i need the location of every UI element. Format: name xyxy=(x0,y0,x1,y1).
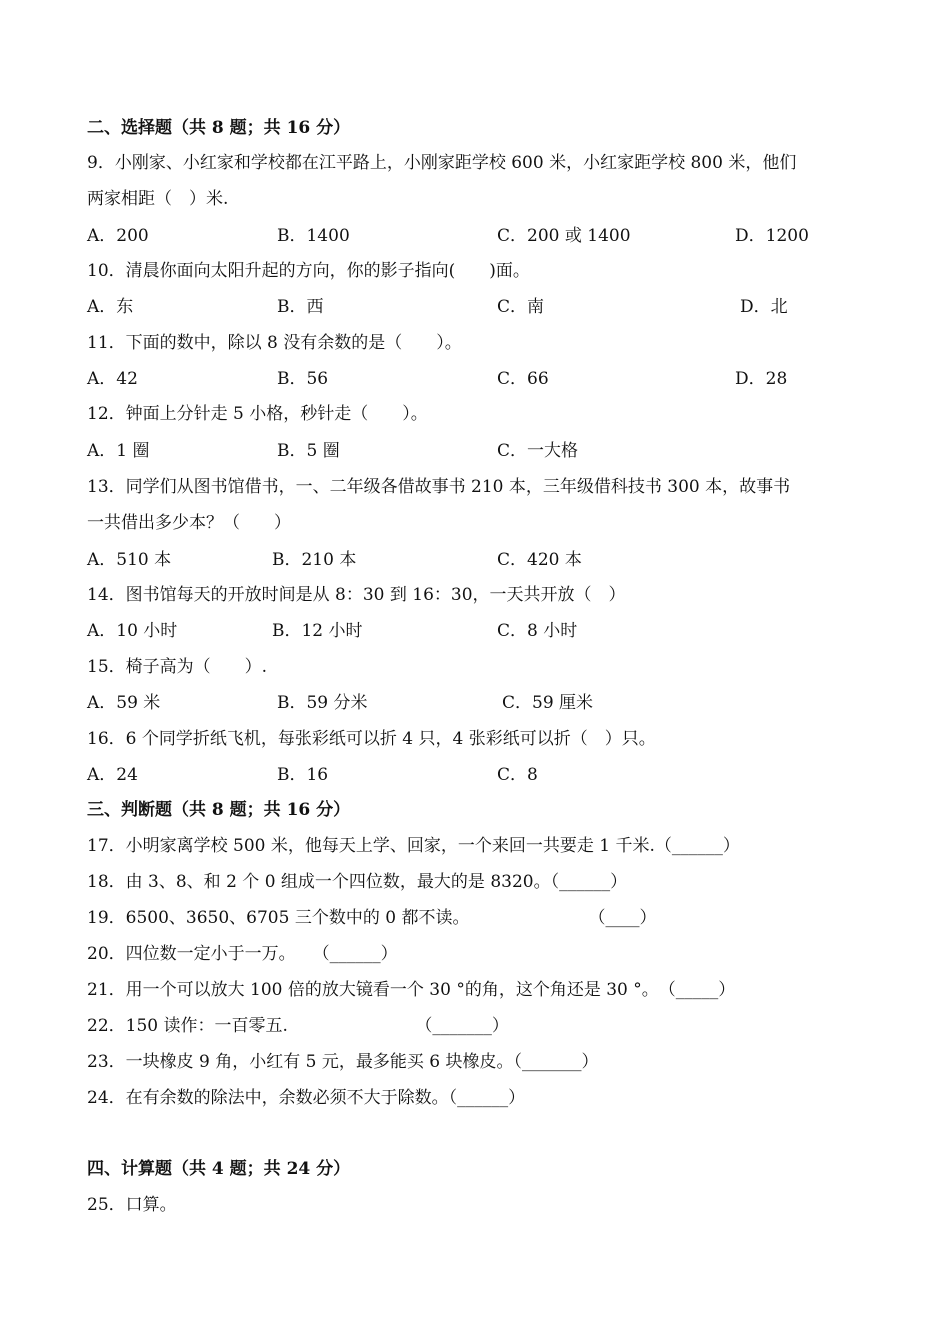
option-c: C．66 xyxy=(497,369,549,389)
option-d: D．28 xyxy=(735,369,788,389)
option-c: C．59 厘米 xyxy=(502,693,594,713)
option-a: A．510 本 xyxy=(87,550,172,570)
option-c: C．一大格 xyxy=(497,441,579,461)
question-15-text: 15．椅子高为（ ）. xyxy=(87,657,268,677)
option-a: A．1 圈 xyxy=(87,441,150,461)
option-a: A．59 米 xyxy=(87,693,161,713)
section-choice-title: 二、选择题（共 8 题；共 16 分） xyxy=(87,118,351,138)
section-judge-title: 三、判断题（共 8 题；共 16 分） xyxy=(87,800,351,820)
question-13-line-1: 13．同学们从图书馆借书，一、二年级各借故事书 210 本，三年级借科技书 300 本，故事书 xyxy=(87,477,791,497)
question-11-text: 11．下面的数中，除以 8 没有余数的是（ ）。 xyxy=(87,333,462,353)
option-d: D．北 xyxy=(740,297,788,317)
question-22: 22．150 读作：一百零五. （_______） xyxy=(87,1016,509,1036)
option-b: B．5 圈 xyxy=(277,441,340,461)
option-b: B．1400 xyxy=(277,226,350,246)
question-14-text: 14．图书馆每天的开放时间是从 8：30 到 16：30，一天共开放（ ） xyxy=(87,585,626,605)
question-17: 17．小明家离学校 500 米，他每天上学、回家，一个来回一共要走 1 千米.（______） xyxy=(87,836,740,856)
option-b: B．56 xyxy=(277,369,329,389)
option-b: B．59 分米 xyxy=(277,693,368,713)
section-calc-title: 四、计算题（共 4 题；共 24 分） xyxy=(87,1159,351,1179)
question-23: 23．一块橡皮 9 角，小红有 5 元，最多能买 6 块橡皮。（_______） xyxy=(87,1052,599,1072)
question-21: 21．用一个可以放大 100 倍的放大镜看一个 30 °的角，这个角还是 30 °。 （_____） xyxy=(87,980,736,1000)
option-c: C．200 或 1400 xyxy=(497,226,631,246)
option-b: B．12 小时 xyxy=(272,621,363,641)
question-9-line-1: 9．小刚家、小红家和学校都在江平路上，小刚家距学校 600 米，小红家距学校 800 米，他们 xyxy=(87,153,797,173)
option-a: A．24 xyxy=(87,765,138,785)
question-16-text: 16．6 个同学折纸飞机，每张彩纸可以折 4 只，4 张彩纸可以折（ ）只。 xyxy=(87,729,656,749)
question-20: 20．四位数一定小于一万。 （______） xyxy=(87,944,398,964)
option-c: C．南 xyxy=(497,297,545,317)
option-a: A．42 xyxy=(87,369,138,389)
question-10-text: 10．清晨你面向太阳升起的方向，你的影子指向( )面。 xyxy=(87,261,530,281)
question-9-line-2: 两家相距（ ）米. xyxy=(87,189,229,209)
option-a: A．200 xyxy=(87,226,149,246)
question-24: 24．在有余数的除法中，余数必须不大于除数。（______） xyxy=(87,1088,526,1108)
question-25: 25．口算。 xyxy=(87,1195,177,1215)
option-a: A．东 xyxy=(87,297,134,317)
question-19: 19．6500、3650、6705 三个数中的 0 都不读。 （____） xyxy=(87,908,657,928)
option-c: C．8 xyxy=(497,765,538,785)
option-d: D．1200 xyxy=(735,226,809,246)
option-a: A．10 小时 xyxy=(87,621,178,641)
option-b: B．210 本 xyxy=(272,550,357,570)
question-13-line-2: 一共借出多少本？（ ） xyxy=(87,513,291,533)
option-b: B．16 xyxy=(277,765,329,785)
question-12-text: 12．钟面上分针走 5 小格，秒针走（ ）。 xyxy=(87,404,428,424)
option-b: B．西 xyxy=(277,297,324,317)
question-18: 18．由 3、8、和 2 个 0 组成一个四位数，最大的是 8320。（______） xyxy=(87,872,628,892)
option-c: C．420 本 xyxy=(497,550,582,570)
option-c: C．8 小时 xyxy=(497,621,578,641)
